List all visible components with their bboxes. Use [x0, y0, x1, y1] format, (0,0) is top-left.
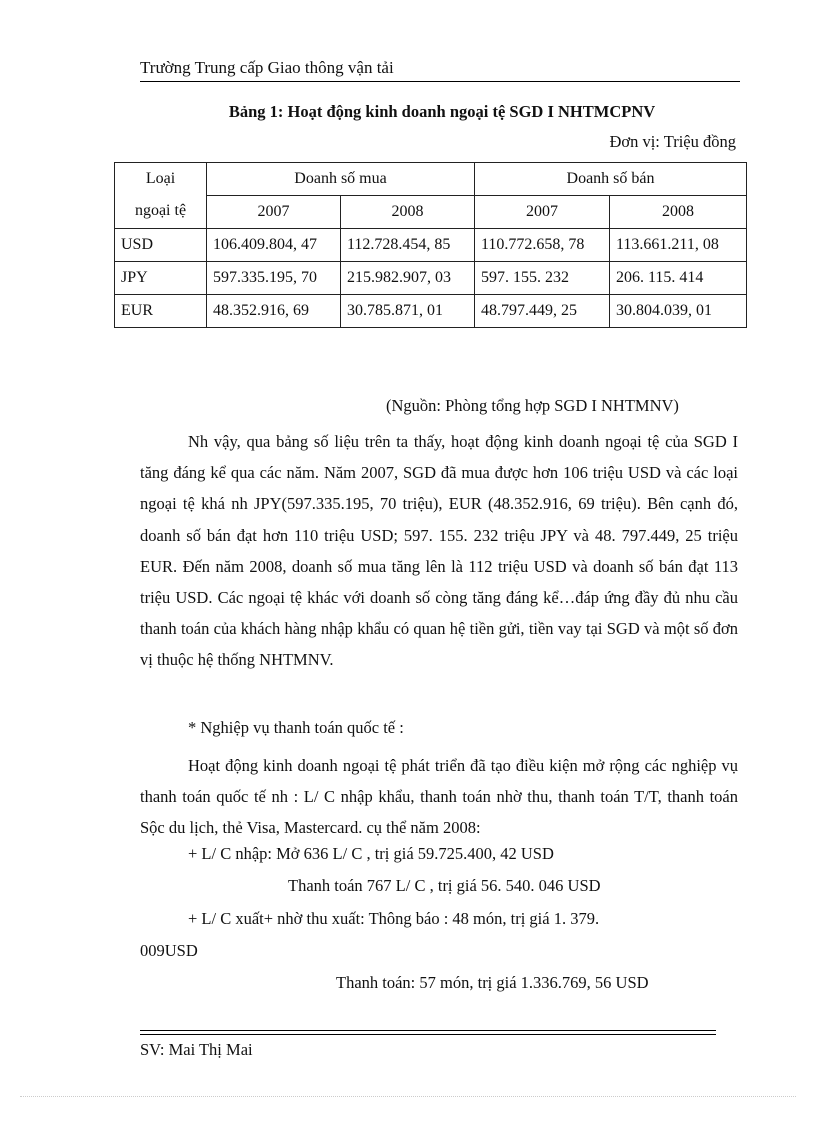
currency-cell: JPY: [115, 262, 207, 295]
footer-rule: [140, 1034, 716, 1035]
table-row: [115, 295, 747, 328]
lc-import-payment-line: Thanh toán 767 L/ C , trị giá 56. 540. 046 USD: [288, 876, 601, 895]
header-currency-type: Loại ngoại tệ: [115, 163, 207, 229]
lc-export-payment-line: Thanh toán: 57 món, trị giá 1.336.769, 56 USD: [336, 973, 649, 992]
lc-export-line-cont: 009USD: [140, 941, 198, 960]
header-year: 2007: [207, 196, 341, 229]
value-cell: 106.409.804, 47: [207, 229, 341, 262]
value-cell: 110.772.658, 78: [475, 229, 610, 262]
value-cell: 30.785.871, 01: [341, 295, 475, 328]
page-bottom-divider: [20, 1096, 796, 1097]
section-heading: * Nghiệp vụ thanh toán quốc tế :: [188, 718, 404, 737]
page-footer: SV: Mai Thị Mai: [140, 1040, 253, 1059]
paragraph-payment: Hoạt động kinh doanh ngoại tệ phát triển đã tạo điều kiện mở rộng các nghiệp vụ thanh toán quốc tế nh : L/ C nhập khẩu, thanh toán nhờ thu, thanh toán T/T, thanh toán Sộc du lịch, thẻ Visa, Mastercard. cụ thể năm 2008:: [140, 756, 738, 838]
unit-label: Đơn vị: Triệu đồng: [609, 132, 736, 151]
table-row: [115, 262, 747, 295]
value-cell: 48.797.449, 25: [475, 295, 610, 328]
value-cell: 215.982.907, 03: [341, 262, 475, 295]
page-header: Trường Trung cấp Giao thông vận tải: [140, 58, 740, 82]
source-note: (Nguồn: Phòng tổng hợp SGD I NHTMNV): [386, 396, 679, 415]
footer-rule: [140, 1030, 716, 1031]
table-title: Bảng 1: Hoạt động kinh doanh ngoại tệ SGD I NHTMCPNV: [228, 102, 656, 121]
header-year: 2008: [610, 196, 747, 229]
value-cell: 206. 115. 414: [610, 262, 747, 295]
value-cell: 30.804.039, 01: [610, 295, 747, 328]
value-cell: 597.335.195, 70: [207, 262, 341, 295]
forex-table: [114, 162, 747, 328]
value-cell: 113.661.211, 08: [610, 229, 747, 262]
header-buy: Doanh số mua: [207, 163, 475, 196]
currency-cell: USD: [115, 229, 207, 262]
value-cell: 597. 155. 232: [475, 262, 610, 295]
header-sell: Doanh số bán: [475, 163, 747, 196]
value-cell: 48.352.916, 69: [207, 295, 341, 328]
header-year: 2008: [341, 196, 475, 229]
value-cell: 112.728.454, 85: [341, 229, 475, 262]
lc-export-line: + L/ C xuất+ nhờ thu xuất: Thông báo : 48 món, trị giá 1. 379.: [188, 909, 600, 928]
paragraph-forex: Nh vậy, qua bảng số liệu trên ta thấy, hoạt động kinh doanh ngoại tệ của SGD I tăng đáng kể qua các năm. Năm 2007, SGD đã mua được hơn 106 triệu USD và các loại ngoại tệ khá nh JPY(597.335.195, 70 triệu), EUR (48.352.916, 69 triệu). Bên cạnh đó, doanh số bán đạt hơn 110 triệu USD; 597. 155. 232 triệu JPY và 48. 797.449, 25 triệu EUR. Đến năm 2008, doanh số mua tăng lên là 112 triệu USD và doanh số bán đạt 113 triệu USD. Các ngoại tệ khác với doanh số còng tăng đáng kể…đáp ứng đầy đủ nhu cầu thanh toán của khách hàng nhập khẩu có quan hệ tiền gửi, tiền vay tại SGD và một số đơn vị thuộc hệ thống NHTMNV.: [140, 432, 738, 670]
table-row: [115, 229, 747, 262]
currency-cell: EUR: [115, 295, 207, 328]
lc-import-line: + L/ C nhập: Mở 636 L/ C , trị giá 59.725.400, 42 USD: [188, 844, 554, 863]
header-year: 2007: [475, 196, 610, 229]
